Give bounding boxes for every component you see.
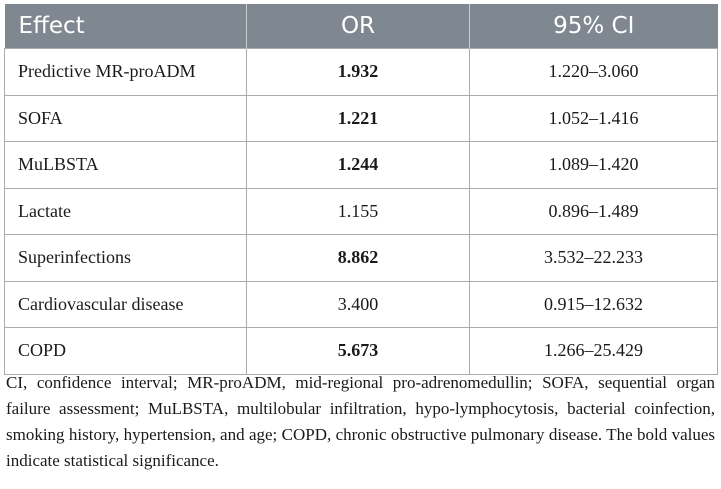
cell-or: 5.673	[247, 328, 470, 375]
cell-or: 1.932	[247, 49, 470, 96]
header-or: OR	[247, 4, 470, 49]
cell-effect: Cardiovascular disease	[5, 281, 247, 328]
table-row	[5, 328, 718, 375]
table-footnote: CI, confidence interval; MR-proADM, mid-regional pro-adrenomedullin; SOFA, sequential organ failure assessment; MuLBSTA, multilobular infiltration, hypo-lymphocytosis, bacterial coinfection, smoking history, hypertension, and age; COPD, chronic obstructive pulmonary disease. The bold values indicate statistical significance.	[6, 373, 715, 470]
cell-effect: SOFA	[5, 95, 247, 142]
results-table	[4, 4, 718, 375]
cell-ci: 1.266–25.429	[470, 328, 718, 375]
cell-ci: 3.532–22.233	[470, 235, 718, 282]
cell-effect: MuLBSTA	[5, 142, 247, 189]
cell-or: 3.400	[247, 281, 470, 328]
cell-ci: 1.089–1.420	[470, 142, 718, 189]
cell-effect: Predictive MR-proADM	[5, 49, 247, 96]
cell-effect: Lactate	[5, 188, 247, 235]
header-effect: Effect	[5, 4, 247, 49]
table-row	[5, 142, 718, 189]
cell-or: 1.221	[247, 95, 470, 142]
cell-ci: 0.915–12.632	[470, 281, 718, 328]
cell-or: 1.244	[247, 142, 470, 189]
cell-effect: COPD	[5, 328, 247, 375]
results-table-container	[4, 4, 717, 375]
cell-or: 8.862	[247, 235, 470, 282]
table-row	[5, 281, 718, 328]
cell-ci: 1.220–3.060	[470, 49, 718, 96]
table-row	[5, 235, 718, 282]
table-row	[5, 95, 718, 142]
header-row	[5, 4, 718, 49]
table-row	[5, 49, 718, 96]
cell-effect: Superinfections	[5, 235, 247, 282]
table-row	[5, 188, 718, 235]
header-ci: 95% CI	[470, 4, 718, 49]
cell-or: 1.155	[247, 188, 470, 235]
cell-ci: 1.052–1.416	[470, 95, 718, 142]
cell-ci: 0.896–1.489	[470, 188, 718, 235]
